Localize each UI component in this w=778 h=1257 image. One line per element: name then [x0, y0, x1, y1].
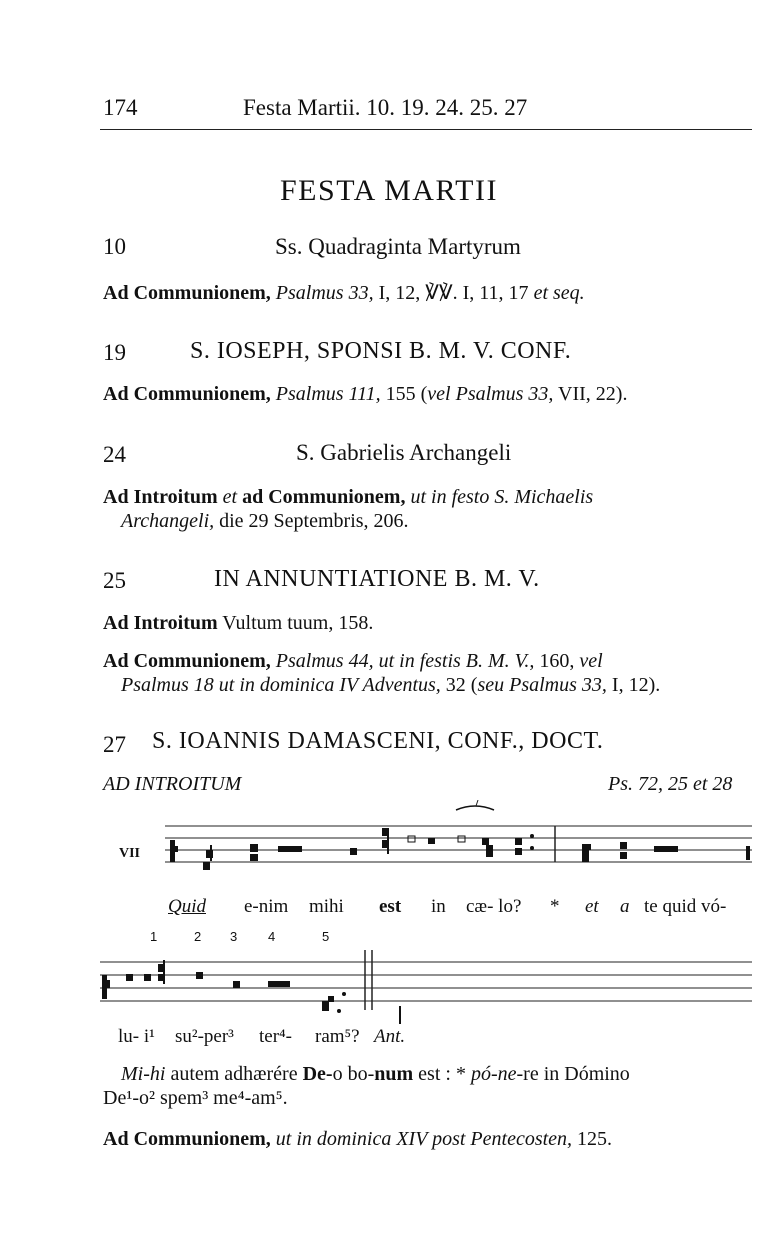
date-27: 27	[103, 732, 126, 757]
feast-27: S. IOANNIS DAMASCENI, CONF., DOCT.	[152, 728, 604, 754]
entry-24-line-1: Ad Introitum et ad Communionem, ut in festo S. Michaelis	[103, 486, 594, 508]
page-number: 174	[103, 95, 138, 120]
entry-19-line: Ad Communionem, Psalmus 111, 155 (vel Psalmus 33, VII, 22).	[103, 383, 628, 405]
date-19: 19	[103, 340, 126, 365]
date-25: 25	[103, 568, 126, 593]
entry-25-line-1: Ad Introitum Vultum tuum, 158.	[103, 612, 374, 634]
chant-staff-2	[100, 950, 755, 1025]
running-title: Festa Martii. 10. 19. 24. 25. 27	[243, 95, 528, 120]
entry-25-line-3: Psalmus 18 ut in dominica IV Adventus, 32 (seu Psalmus 33, I, 12).	[121, 674, 661, 696]
tone-number-4: 4	[268, 929, 276, 944]
tone-number-5: 5	[322, 929, 330, 944]
header-rule	[100, 129, 752, 130]
entry-10-line: Ad Communionem, Psalmus 33, I, 12, ℣℣. I, 11, 17 et seq.	[103, 282, 585, 304]
date-24: 24	[103, 442, 126, 467]
tone-number-1: 1	[150, 929, 158, 944]
feast-19: S. IOSEPH, SPONSI B. M. V. CONF.	[190, 338, 572, 364]
entry-24-line-2: Archangeli, die 29 Septembris, 206.	[121, 510, 409, 532]
verse-line-1: Mi-hi autem adhærére De-o bo-num est : * pó-ne-re in Dómino	[121, 1063, 630, 1085]
verse-line-2: De¹-o² spem³ me⁴-am⁵.	[103, 1087, 288, 1109]
date-10: 10	[103, 234, 126, 259]
feast-24: S. Gabrielis Archangeli	[296, 440, 512, 465]
final-communion-line: Ad Communionem, ut in dominica XIV post Pentecosten, 125.	[103, 1128, 613, 1150]
mode-label: VII	[119, 846, 141, 861]
entry-25-line-2: Ad Communionem, Psalmus 44, ut in festis B. M. V., 160, vel	[103, 650, 603, 672]
tone-number-3: 3	[230, 929, 238, 944]
tone-number-2: 2	[194, 929, 202, 944]
introit-label: AD INTROITUM	[103, 773, 242, 795]
feast-25: IN ANNUNTIATIONE B. M. V.	[214, 566, 540, 592]
feast-10: Ss. Quadraginta Martyrum	[275, 234, 521, 259]
introit-reference: Ps. 72, 25 et 28	[608, 773, 733, 795]
section-title: FESTA MARTII	[280, 174, 498, 207]
chant-staff-1	[160, 800, 760, 892]
